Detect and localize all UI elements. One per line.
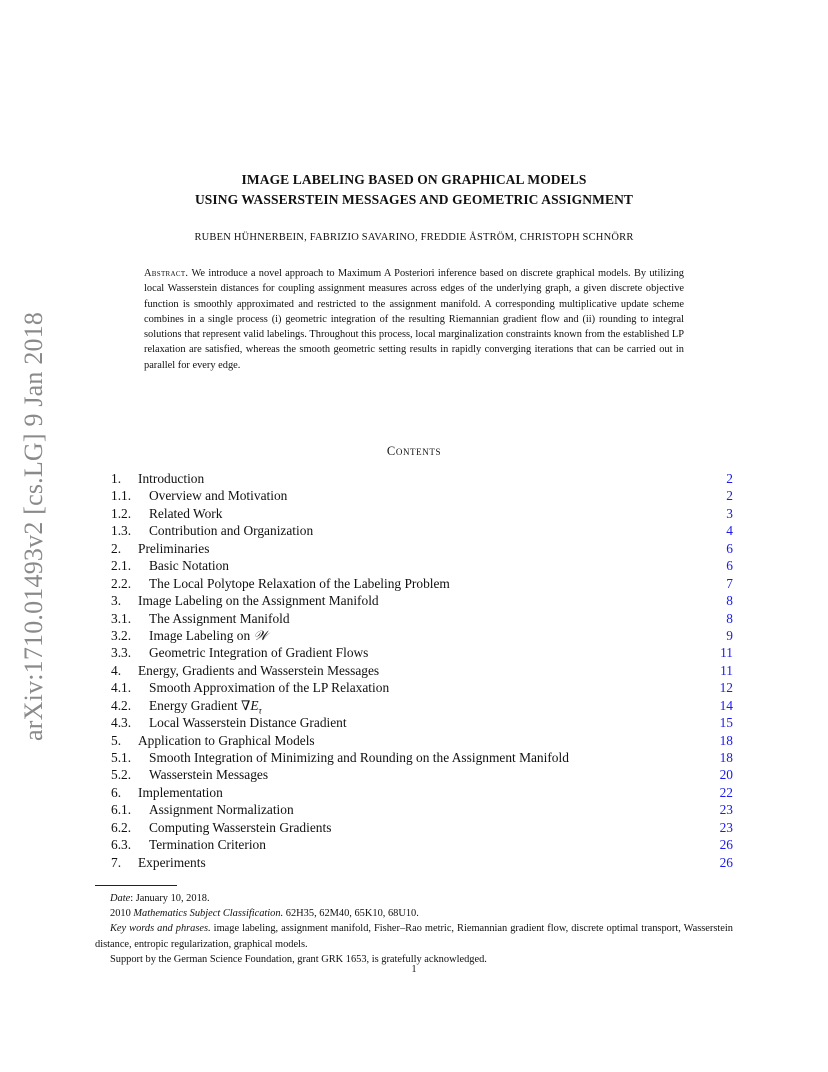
toc-page-link[interactable]: 2 <box>726 471 733 486</box>
toc-entry-title-text: Basic Notation <box>149 558 229 574</box>
toc-entry <box>111 627 733 644</box>
toc-page-link[interactable]: 11 <box>720 662 733 678</box>
toc-entry-title <box>149 819 331 836</box>
support-text: Support by the German Science Foundation, grant GRK 1653, is gratefully acknowledged. <box>110 953 487 965</box>
toc-entry-number: 3.3. <box>111 645 132 661</box>
toc-entry-title <box>149 610 290 627</box>
toc-entry <box>111 557 733 574</box>
toc-page-link[interactable]: 6 <box>726 558 733 574</box>
toc-page-link[interactable]: 2 <box>726 488 733 504</box>
toc-entry <box>111 487 733 504</box>
toc-page-link[interactable]: 3 <box>726 505 733 521</box>
toc-entry-title <box>149 766 268 783</box>
toc-entry-title <box>149 627 268 644</box>
toc-entry-title-text: Geometric Integration of Gradient Flows <box>149 645 369 661</box>
toc-entry <box>111 732 733 749</box>
toc-entry-title-text: Local Wasserstein Distance Gradient <box>149 715 347 731</box>
toc-entry-number: 2. <box>111 540 122 556</box>
msc-label: Mathematics Subject Classification. <box>133 908 284 920</box>
toc-entry-title-text: Wasserstein Messages <box>149 767 269 783</box>
toc-entry-number: 5.1. <box>111 750 132 765</box>
toc-entry-number: 5. <box>111 732 122 748</box>
toc-entry <box>111 766 733 783</box>
page-number: 1 <box>411 964 417 975</box>
toc-entry-title <box>138 592 379 609</box>
date-value: : January 10, 2018. <box>130 893 210 904</box>
toc-page-link[interactable]: 18 <box>719 732 733 748</box>
toc-page-link[interactable]: 6 <box>726 540 733 556</box>
abstract-text: We introduce a novel approach to Maximum A Posteriori inference based on discrete graphical models. By utilizing local Wasserstein distances for coupling assignment measures across edges of the underlying graph, a given discrete objective function is smoothly approximated and restricted to the assignment manifold. A corresponding multiplicative update scheme combines in a single process (i) geometric integration of the resulting Riemannian gradient flow and (ii) rounding to integral solutions that represent valid labelings. Throughout this process, local marginalization constraints known from the established LP relaxation are satisfied, whereas the smooth geometric setting results in rapidly converging iterations that can be carried out in parallel for every edge. <box>144 268 684 371</box>
toc-entry-title <box>149 644 368 661</box>
toc-entry-title-text: Termination Criterion <box>149 837 266 853</box>
toc-entry-math: 𝒲 <box>253 627 268 643</box>
toc-entry <box>111 505 733 522</box>
toc-page-link[interactable]: 8 <box>726 593 733 609</box>
author-list: RUBEN HÜHNERBEIN, FABRIZIO SAVARINO, FREDDIE ÅSTRÖM, CHRISTOPH SCHNÖRR <box>194 232 634 243</box>
toc-entry <box>111 679 733 696</box>
toc-entry-title <box>149 679 389 696</box>
title-line-2: USING WASSERSTEIN MESSAGES AND GEOMETRIC ASSIGNMENT <box>194 192 634 207</box>
toc-entry-title-text: Computing Wasserstein Gradients <box>149 819 332 835</box>
abstract <box>144 266 684 373</box>
toc-entry-number: 4.1. <box>111 680 132 696</box>
toc-entry-title-text: The Assignment Manifold <box>149 610 290 626</box>
abstract-label: Abstract. <box>144 268 189 279</box>
toc-entry-number: 6.3. <box>111 837 132 853</box>
toc-entry <box>111 540 733 557</box>
keywords-label: Key words and phrases. <box>110 923 211 935</box>
toc-entry <box>111 610 733 627</box>
arxiv-identifier-stamp: arXiv:1710.01493v2 [cs.LG] 9 Jan 2018 <box>19 311 48 741</box>
toc-entry <box>111 819 733 836</box>
toc-entry-title <box>138 540 209 557</box>
toc-entry-title <box>138 470 204 487</box>
toc-entry <box>111 575 733 592</box>
toc-entry-title-text: The Local Polytope Relaxation of the Labeling Problem <box>149 575 450 591</box>
toc-page-link[interactable]: 20 <box>719 767 733 783</box>
table-of-contents <box>111 470 733 871</box>
footnote-rule <box>95 885 177 886</box>
toc-entry-math-subscript: τ <box>258 705 262 716</box>
toc-page-link[interactable]: 11 <box>720 645 733 661</box>
toc-entry-number: 1.2. <box>111 505 132 521</box>
toc-entry-number: 1.1. <box>111 488 132 504</box>
toc-page-link[interactable]: 23 <box>719 802 733 818</box>
toc-entry-number: 2.1. <box>111 558 132 574</box>
toc-entry-number: 3.1. <box>111 610 132 626</box>
toc-entry <box>111 801 733 818</box>
toc-entry-title <box>149 749 569 766</box>
toc-page-link[interactable]: 26 <box>719 837 733 853</box>
toc-entry-number: 3. <box>111 593 122 609</box>
toc-entry <box>111 749 733 766</box>
toc-entry-title-text: Energy, Gradients and Wasserstein Messages <box>138 662 380 678</box>
toc-page-link[interactable]: 8 <box>726 610 733 626</box>
footnote-msc <box>95 906 733 921</box>
toc-entry-number: 1.3. <box>111 523 132 539</box>
toc-page-link[interactable]: 14 <box>719 697 733 713</box>
toc-entry <box>111 522 733 539</box>
toc-entry-number: 6.1. <box>111 802 132 818</box>
date-label: Date <box>110 893 131 904</box>
toc-entry-title <box>149 714 347 731</box>
toc-entry <box>111 592 733 609</box>
toc-page-link[interactable]: 23 <box>719 819 733 835</box>
toc-page-link[interactable]: 22 <box>719 784 733 800</box>
footnote-date <box>95 891 733 906</box>
keywords-value: image labeling, assignment manifold, Fisher–Rao metric, Riemannian gradient flow, discrete optimal transport, Wasserstein distance, entropic regularization, graphical models. <box>95 923 733 950</box>
toc-entry-title-text: Energy Gradient <box>149 697 241 713</box>
toc-entry-number: 4.2. <box>111 697 132 713</box>
toc-entry-title-text: Related Work <box>149 505 223 521</box>
toc-entry-title <box>149 575 450 592</box>
toc-entry-number: 3.2. <box>111 627 132 643</box>
toc-entry-title-text: Smooth Approximation of the LP Relaxation <box>149 680 390 696</box>
toc-entry-number: 6.2. <box>111 819 132 835</box>
toc-entry-title <box>149 557 229 574</box>
toc-entry-title <box>138 662 379 679</box>
toc-entry-title <box>149 801 294 818</box>
toc-entry-title-text: Smooth Integration of Minimizing and Rounding on the Assignment Manifold <box>149 750 569 765</box>
toc-entry-title-text: Contribution and Organization <box>149 523 314 539</box>
toc-entry-title <box>149 505 222 522</box>
toc-entry-title-text: Application to Graphical Models <box>138 732 315 748</box>
toc-entry-title-text: Introduction <box>138 471 205 486</box>
title-line-1: IMAGE LABELING BASED ON GRAPHICAL MODELS <box>241 172 587 187</box>
toc-entry <box>111 836 733 853</box>
toc-entry <box>111 662 733 679</box>
toc-entry-title-text: Implementation <box>138 784 223 800</box>
toc-entry <box>111 697 733 714</box>
toc-page-link[interactable]: 18 <box>719 750 733 765</box>
toc-entry-title <box>149 487 287 504</box>
toc-entry-title-text: Overview and Motivation <box>149 488 288 504</box>
toc-page-link[interactable]: 15 <box>719 715 733 731</box>
toc-entry <box>111 470 733 487</box>
toc-entry-title-text: Assignment Normalization <box>149 802 294 818</box>
toc-entry-title <box>138 732 315 749</box>
toc-entry-number: 1. <box>111 471 122 486</box>
toc-entry-title-text: Image Labeling on the Assignment Manifold <box>138 593 379 609</box>
toc-entry-title-text: Preliminaries <box>138 540 210 556</box>
toc-entry-number: 6. <box>111 784 122 800</box>
toc-entry-title <box>138 854 206 871</box>
toc-entry-number: 7. <box>111 854 122 870</box>
toc-entry-number: 4.3. <box>111 715 132 731</box>
toc-entry-title <box>149 836 266 853</box>
toc-entry <box>111 854 733 871</box>
toc-entry <box>111 784 733 801</box>
toc-entry-number: 2.2. <box>111 575 132 591</box>
toc-page-link[interactable]: 12 <box>719 680 733 696</box>
toc-entry <box>111 644 733 661</box>
toc-page-link[interactable]: 4 <box>726 523 733 539</box>
toc-entry-number: 4. <box>111 662 122 678</box>
footnote-keywords <box>95 921 733 951</box>
msc-year: 2010 <box>110 908 134 920</box>
toc-entry-title-text: Image Labeling on <box>149 627 254 643</box>
toc-page-link[interactable]: 9 <box>726 627 733 643</box>
footnotes <box>95 891 733 967</box>
toc-entry-math: ∇E <box>240 697 259 713</box>
toc-entry-title <box>149 522 313 539</box>
msc-value: 62H35, 62M40, 65K10, 68U10. <box>283 908 419 920</box>
toc-entry-title-text: Experiments <box>138 854 206 870</box>
toc-entry-title <box>138 784 223 801</box>
toc-entry <box>111 714 733 731</box>
toc-page-link[interactable]: 7 <box>726 575 733 591</box>
toc-page-link[interactable]: 26 <box>719 854 733 870</box>
paper-title <box>0 170 828 210</box>
toc-entry-number: 5.2. <box>111 767 132 783</box>
contents-heading: Contents <box>386 444 442 458</box>
